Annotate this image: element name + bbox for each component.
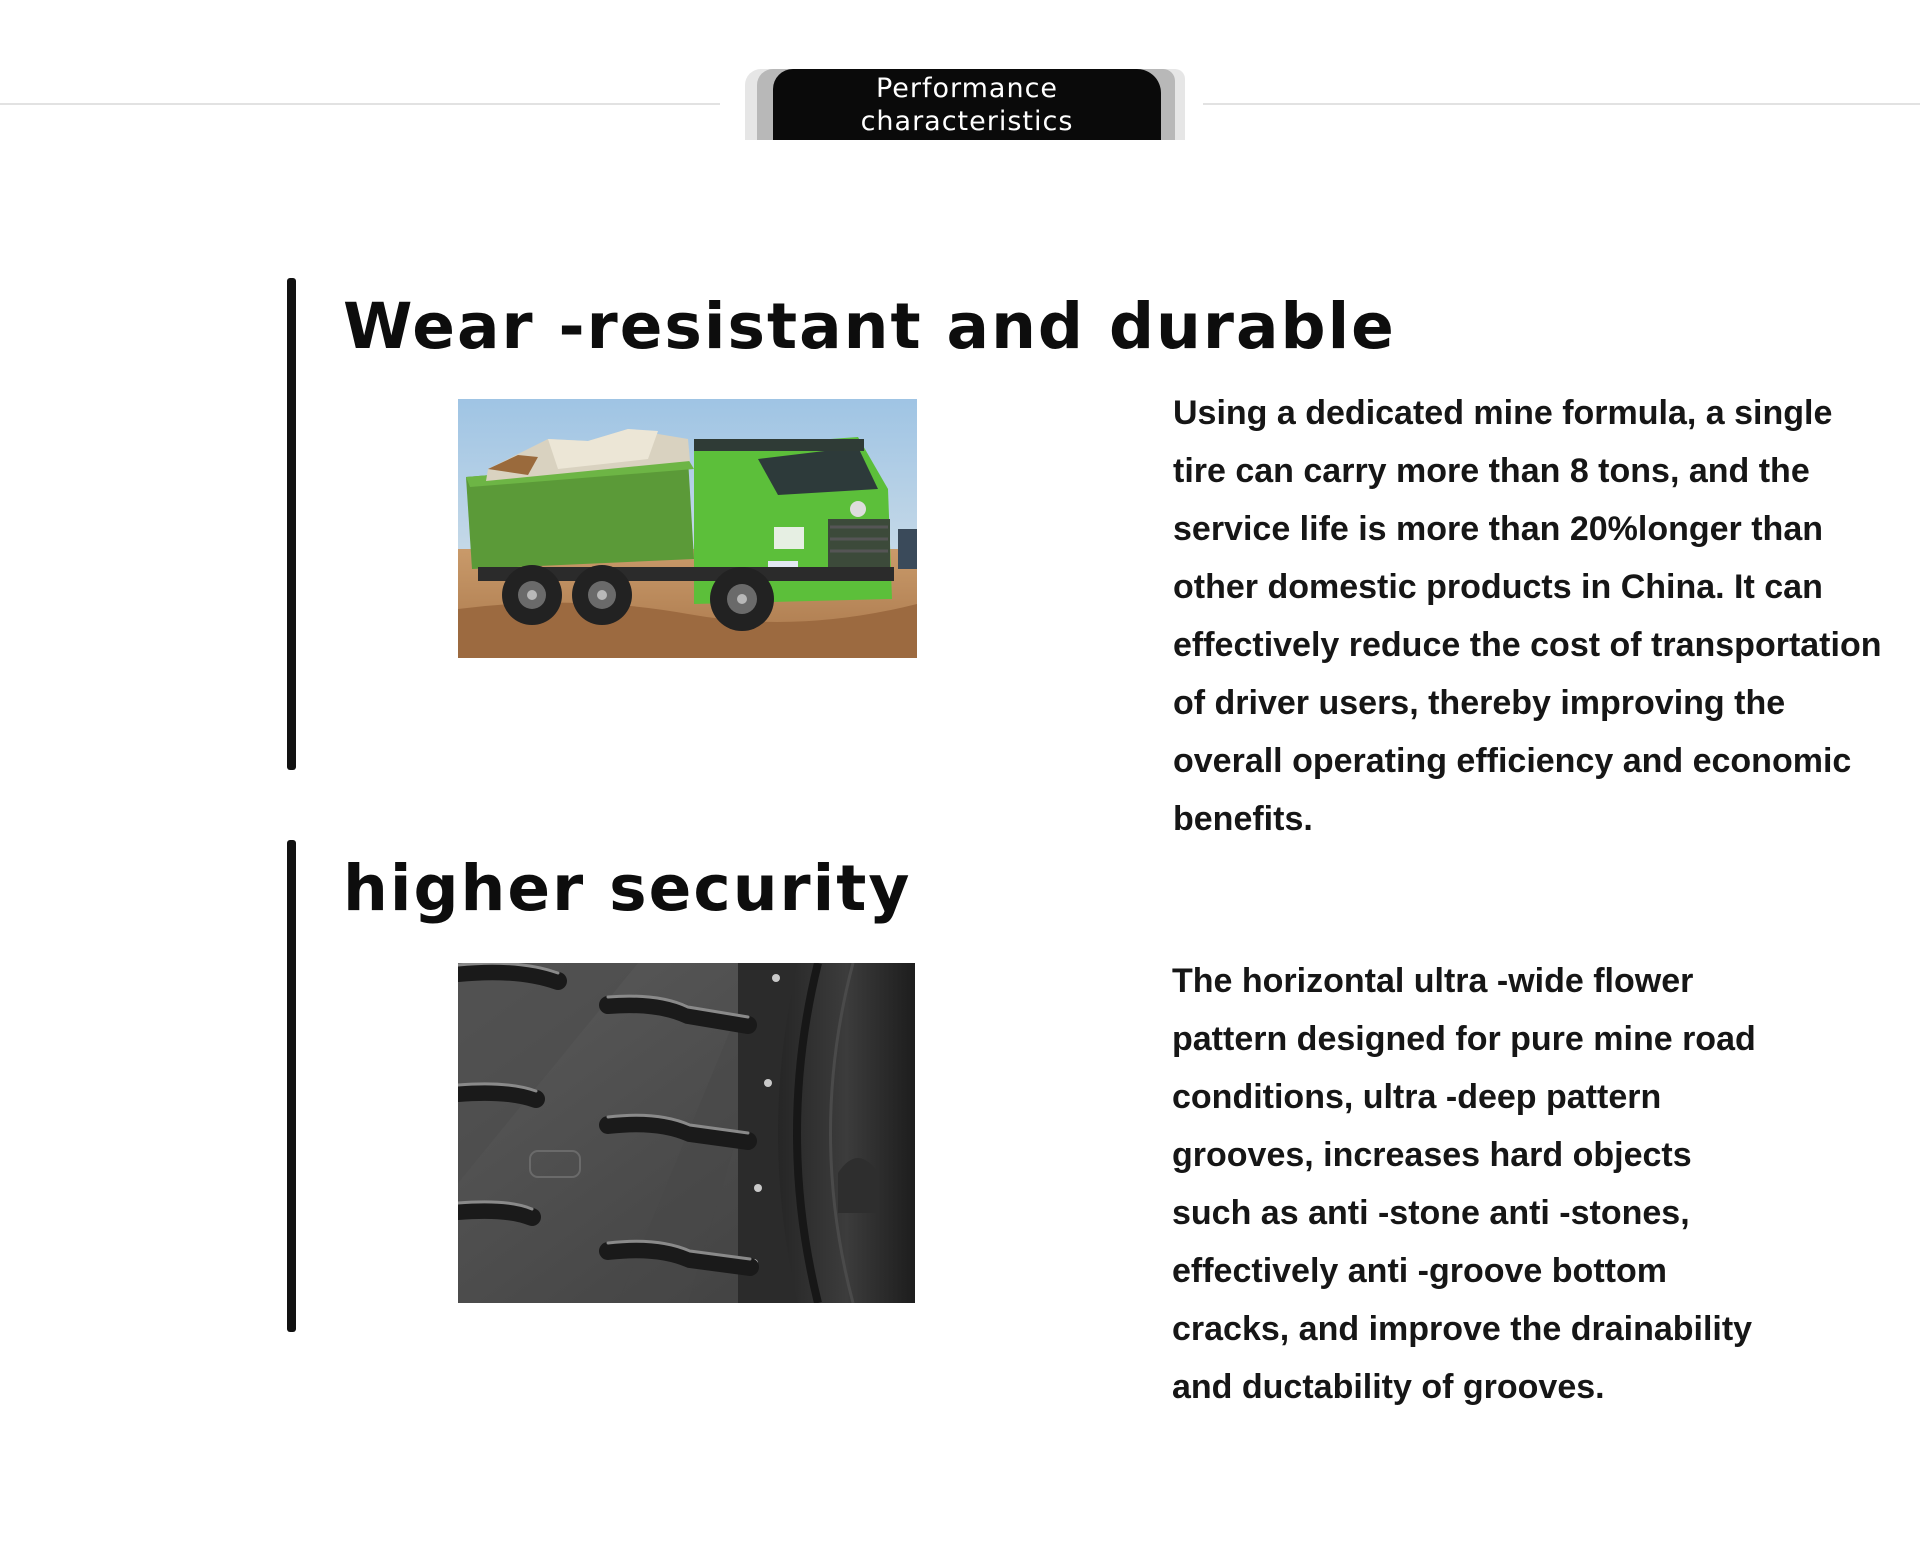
description-line: grooves, increases hard objects	[1172, 1136, 1692, 1174]
description-line: service life is more than 20%longer than	[1173, 510, 1824, 548]
description-line: such as anti -stone anti -stones,	[1172, 1194, 1690, 1232]
header-rule-right	[1203, 103, 1920, 105]
description-line: benefits.	[1173, 800, 1313, 838]
badge-line-2: characteristics	[860, 105, 1074, 137]
badge-line-1: Performance	[875, 72, 1059, 104]
section-accent-bar-2	[287, 840, 296, 1332]
section-title-higher-security: higher security	[343, 852, 912, 925]
description-line: and ductability of grooves.	[1172, 1368, 1605, 1406]
description-line: pattern designed for pure mine road	[1172, 1020, 1756, 1058]
badge-tab	[773, 69, 1161, 140]
description-line: effectively reduce the cost of transportation	[1173, 626, 1882, 664]
description-line: of driver users, thereby improving the	[1173, 684, 1786, 722]
truck-photo	[458, 399, 917, 658]
description-line: tire can carry more than 8 tons, and the	[1173, 452, 1810, 490]
section-title-wear-resistant: Wear -resistant and durable	[343, 290, 1396, 363]
description-line: effectively anti -groove bottom	[1172, 1252, 1667, 1290]
description-line: The horizontal ultra -wide flower	[1172, 962, 1694, 1000]
section-description-higher-security	[1172, 952, 1792, 1416]
truck-illustration	[458, 399, 917, 658]
tire-tread-illustration	[458, 963, 915, 1303]
section-accent-bar-1	[287, 278, 296, 770]
section-description-wear-resistant	[1173, 384, 1913, 848]
header-rule-left	[0, 103, 720, 105]
tire-tread-photo	[458, 963, 915, 1303]
badge-text	[847, 72, 1087, 138]
description-line: conditions, ultra -deep pattern	[1172, 1078, 1662, 1116]
description-line: other domestic products in China. It can	[1173, 568, 1823, 606]
section-header-badge	[745, 69, 1185, 140]
description-line: Using a dedicated mine formula, a single	[1173, 394, 1833, 432]
description-line: overall operating efficiency and economic	[1173, 742, 1852, 780]
description-line: cracks, and improve the drainability	[1172, 1310, 1753, 1348]
